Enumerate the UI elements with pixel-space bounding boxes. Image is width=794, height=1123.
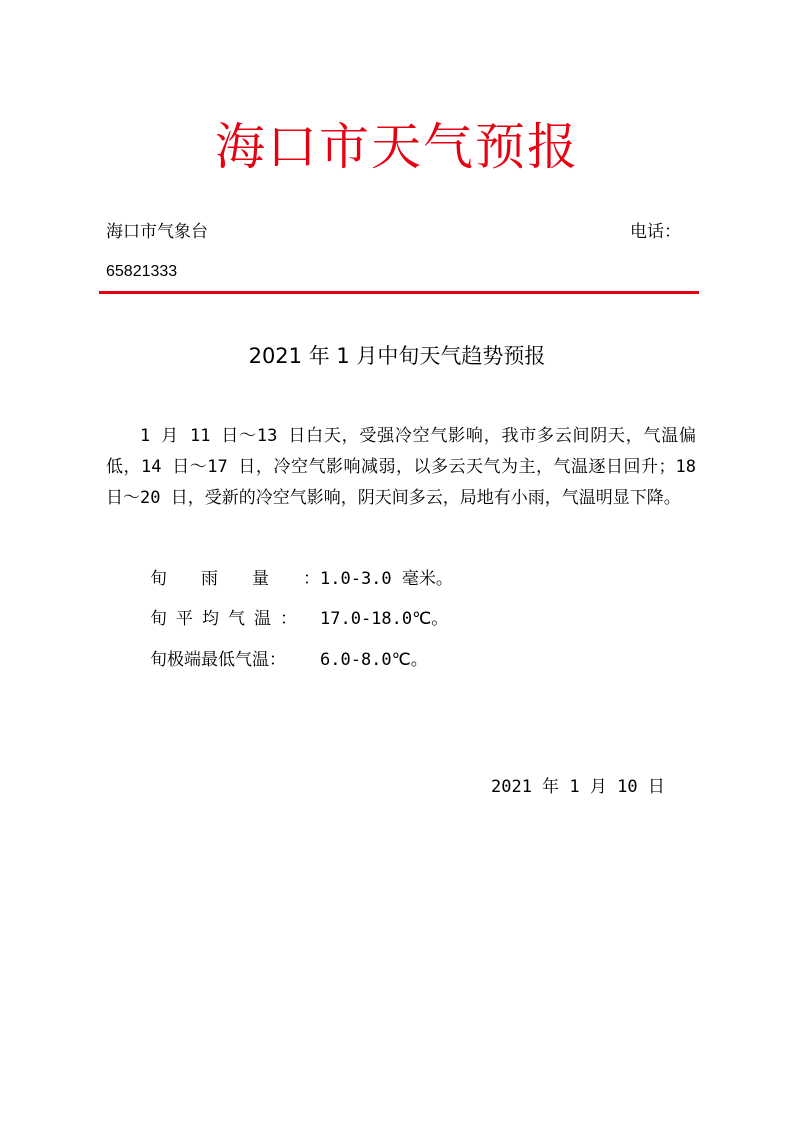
stat-min-temperature-value: 6.0-8.0℃。 — [320, 650, 428, 670]
stat-min-temperature — [150, 646, 428, 674]
header-divider — [99, 291, 699, 294]
stat-min-temperature-label: 旬极端最低气温： — [150, 650, 286, 670]
stat-mean-temperature-label: 旬平均气温： — [150, 609, 306, 629]
stat-mean-temperature-value: 17.0-18.0℃。 — [320, 609, 449, 629]
stat-mean-temperature — [150, 605, 448, 633]
stat-rainfall-label: 旬雨量： — [150, 569, 354, 589]
masthead-title: 海口市天气预报 — [215, 118, 579, 176]
document-title: 2021 年 1 月中旬天气趋势预报 — [248, 344, 546, 368]
issuer-name: 海口市气象台 — [106, 222, 208, 242]
forecast-paragraph: 1 月 11 日～13 日白天，受强冷空气影响，我市多云间阴天，气温偏低，14 日～17 日，冷空气影响减弱，以多云天气为主，气温逐日回升；18 日～20 日，受新的冷空气影响，阴天间多云，局地有小雨，气温明显下降。 — [106, 426, 696, 508]
phone-label: 电话： — [630, 222, 681, 242]
phone-number: 65821333 — [106, 263, 178, 280]
stat-rainfall — [150, 565, 453, 593]
stat-rainfall-value: 1.0-3.0 毫米。 — [320, 569, 453, 589]
issue-date: 2021 年 1 月 10 日 — [491, 777, 665, 797]
